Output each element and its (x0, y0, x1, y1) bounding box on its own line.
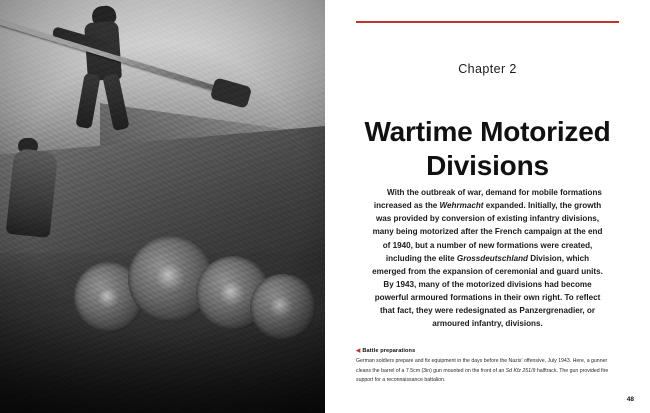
page-title-line-2: Divisions (426, 149, 549, 181)
page-title-line-1: Wartime Motorized (364, 115, 611, 147)
intro-text: Division, which emerged from the expansion of ceremonial and guard units. By 1943, many of the motorized divisions had become powerful armoured formations in their own right. To reflect that fact, they were redesignated as Panzergrenadier, or armoured infantry, divisions. (372, 253, 603, 329)
intro-emphasis: Wehrmacht (439, 201, 484, 211)
caption-heading (356, 348, 619, 354)
caption-emphasis: Sd Kfz 251/9 (505, 367, 536, 374)
caption-text: halftrack. The gun provided fire support for a reconnaissance battalion. (356, 367, 609, 383)
accent-rule (356, 21, 619, 23)
intro-text: expanded. Initially, the growth was provided by conversion of existing infantry divisions, many being motorized after the French campaign at the end of 1940, but a number of new formations were created, including the elite (372, 201, 603, 263)
photo-caption (356, 348, 619, 385)
right-page-text (325, 0, 650, 413)
page-title (353, 115, 622, 183)
intro-paragraph (369, 186, 606, 330)
caption-text: German soldiers prepare and fix equipment in the days before the Nazis' offensive, July 1943. Here, a gunner cleans the barrel of a 7.5cm (3in) gun mounted on the front of an (356, 358, 608, 374)
intro-text: With the outbreak of war, demand for mobile formations increased as the (373, 188, 602, 211)
caption-arrow-icon: ◀ (356, 348, 361, 355)
caption-heading-text: Battle preparations (362, 348, 416, 355)
intro-emphasis: Grossdeutschland (456, 253, 528, 263)
chapter-label: Chapter 2 (458, 62, 517, 76)
caption-body (356, 357, 619, 385)
page-number: 48 (626, 396, 634, 403)
